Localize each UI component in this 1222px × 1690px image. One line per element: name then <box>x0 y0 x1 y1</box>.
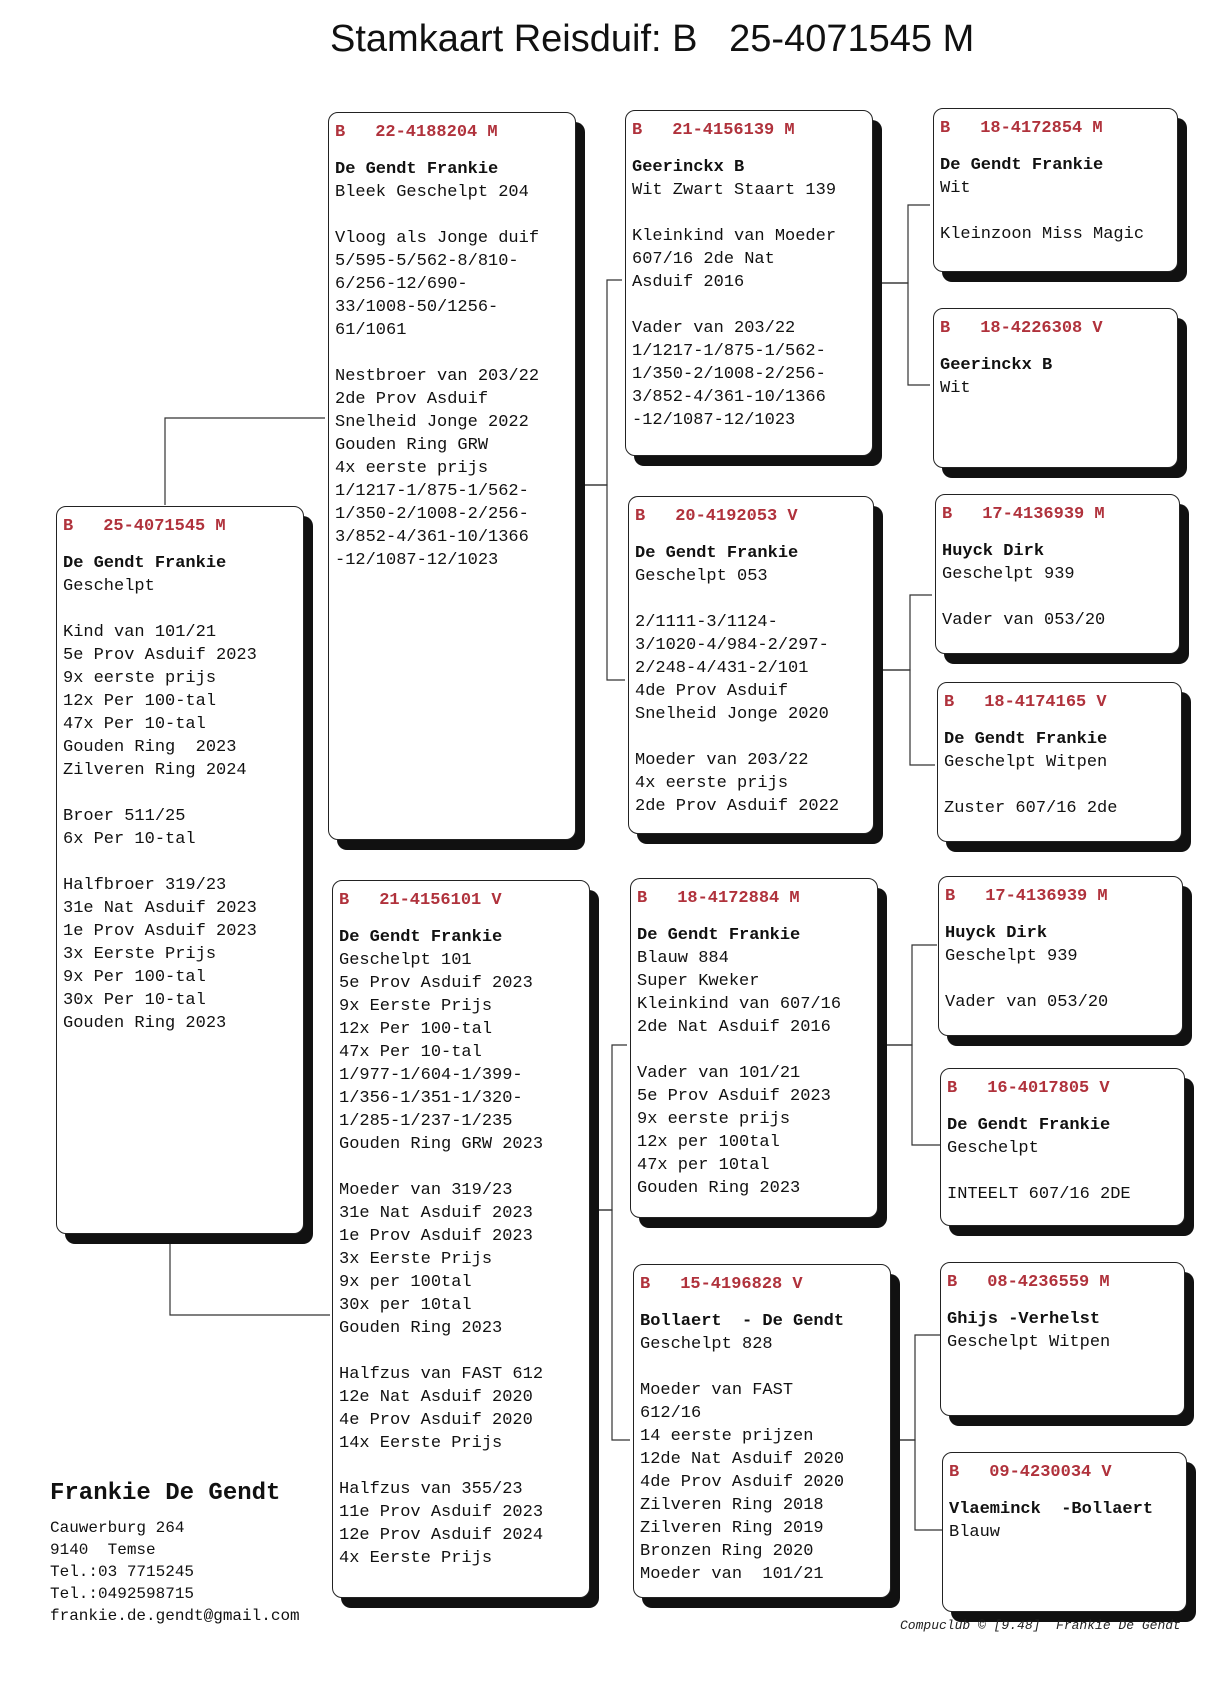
card-line: 14x Eerste Prijs <box>339 1434 503 1453</box>
card-line: 6/256-12/690- <box>335 275 468 294</box>
address-city: 9140 Temse <box>50 1541 156 1559</box>
pedigree-card-ancestor-2 <box>933 308 1178 468</box>
card-details <box>940 177 1177 246</box>
card-line <box>632 294 872 317</box>
card-ring: B 20-4192053 V <box>635 507 798 526</box>
card-details <box>637 947 877 1200</box>
card-line: 4e Prov Asduif 2020 <box>339 1411 533 1430</box>
pedigree-card-ancestor-8 <box>942 1452 1187 1612</box>
card-ring: B 08-4236559 M <box>947 1273 1110 1292</box>
card-line <box>632 202 872 225</box>
card-line: 31e Nat Asduif 2023 <box>339 1204 533 1223</box>
phone-mobile: Tel.:0492598715 <box>50 1585 195 1603</box>
card-line: Geschelpt Witpen <box>944 753 1108 772</box>
card-details <box>635 565 873 818</box>
card-line: Geschelpt <box>63 577 155 596</box>
card-details <box>632 179 872 432</box>
card-line: Gouden Ring 2023 <box>63 738 237 757</box>
card-line <box>640 1356 890 1379</box>
card-line: 9x per 100tal <box>339 1273 472 1292</box>
card-line: Kleinkind van 607/16 <box>637 995 842 1014</box>
card-owner: Bollaert - De Gendt <box>640 1312 845 1331</box>
card-details <box>335 181 575 572</box>
card-line: 12e Nat Asduif 2020 <box>339 1388 533 1407</box>
card-ring: B 18-4226308 V <box>940 319 1103 338</box>
card-line <box>635 588 873 611</box>
card-line: 4x Eerste Prijs <box>339 1549 493 1568</box>
card-line: Vader van 101/21 <box>637 1064 801 1083</box>
card-line: 2/1111-3/1124- <box>635 613 778 632</box>
pedigree-card-mother <box>332 880 590 1598</box>
card-line: Gouden Ring GRW 2023 <box>339 1135 544 1154</box>
card-details <box>940 377 1177 400</box>
card-line <box>63 782 303 805</box>
card-owner: Ghijs -Verhelst <box>947 1310 1101 1329</box>
pedigree-card-ancestor-3 <box>935 494 1180 654</box>
card-line: 4x eerste prijs <box>335 459 489 478</box>
card-ring: B 17-4136939 M <box>942 505 1105 524</box>
phone-landline: Tel.:03 7715245 <box>50 1563 195 1581</box>
card-line: Kind van 101/21 <box>63 623 217 642</box>
card-line: 1e Prov Asduif 2023 <box>339 1227 533 1246</box>
card-line: Wit Zwart Staart 139 <box>632 181 837 200</box>
card-line: 3/1020-4/984-2/297- <box>635 636 829 655</box>
card-line: 9x eerste prijs <box>637 1110 791 1129</box>
card-line: 1e Prov Asduif 2023 <box>63 922 257 941</box>
card-details <box>947 1137 1184 1206</box>
card-line: 5e Prov Asduif 2023 <box>63 646 257 665</box>
card-ring: B 25-4071545 M <box>63 517 226 536</box>
card-line: Geschelpt 053 <box>635 567 768 586</box>
card-owner: De Gendt Frankie <box>944 730 1108 749</box>
card-line: 30x per 10tal <box>339 1296 472 1315</box>
card-owner: De Gendt Frankie <box>335 160 499 179</box>
card-line: 47x Per 10-tal <box>339 1043 482 1062</box>
card-ring: B 09-4230034 V <box>949 1463 1112 1482</box>
card-line: 2/248-4/431-2/101 <box>635 659 809 678</box>
card-line: Nestbroer van 203/22 <box>335 367 540 386</box>
card-line: 9x Eerste Prijs <box>339 997 493 1016</box>
card-line: 2de Prov Asduif <box>335 390 489 409</box>
card-line <box>942 586 1179 609</box>
breeder-name: Frankie De Gendt <box>50 1480 281 1507</box>
card-details <box>947 1331 1184 1354</box>
pedigree-card-ancestor-6 <box>940 1068 1185 1226</box>
card-line: Vloog als Jonge duif <box>335 229 540 248</box>
card-line: Moeder van 101/21 <box>640 1565 824 1584</box>
card-line <box>63 598 303 621</box>
card-line: 1/350-2/1008-2/256- <box>632 365 826 384</box>
card-line: Moeder van FAST <box>640 1381 794 1400</box>
card-line: 9x Per 100-tal <box>63 968 206 987</box>
card-line: Gouden Ring 2023 <box>637 1179 801 1198</box>
card-line: -12/1087-12/1023 <box>335 551 499 570</box>
card-line: 9x eerste prijs <box>63 669 217 688</box>
card-line: 47x Per 10-tal <box>63 715 206 734</box>
card-line: Zilveren Ring 2018 <box>640 1496 824 1515</box>
card-line: Snelheid Jonge 2022 <box>335 413 529 432</box>
pedigree-card-ancestor-7 <box>940 1262 1185 1416</box>
card-line: Gouden Ring 2023 <box>63 1014 227 1033</box>
card-line: 12de Nat Asduif 2020 <box>640 1450 845 1469</box>
card-line <box>339 1340 589 1363</box>
card-ring: B 15-4196828 V <box>640 1275 803 1294</box>
card-line: 2de Nat Asduif 2016 <box>637 1018 831 1037</box>
card-ring: B 18-4172854 M <box>940 119 1103 138</box>
card-line: 4de Prov Asduif <box>635 682 789 701</box>
card-ring: B 22-4188204 M <box>335 123 498 142</box>
card-details <box>640 1333 890 1586</box>
card-owner: Geerinckx B <box>632 158 745 177</box>
card-line: Kleinzoon Miss Magic <box>940 225 1145 244</box>
card-line: 61/1061 <box>335 321 407 340</box>
card-owner: De Gendt Frankie <box>637 926 801 945</box>
card-line <box>947 1160 1184 1183</box>
card-line: Vader van 053/20 <box>942 611 1106 630</box>
card-line <box>63 851 303 874</box>
card-ring: B 21-4156139 M <box>632 121 795 140</box>
pedigree-card-ancestor-5 <box>938 876 1183 1036</box>
card-line: Moeder van 203/22 <box>635 751 809 770</box>
pedigree-card-maternal-grandmother <box>633 1264 891 1598</box>
card-line: Broer 511/25 <box>63 807 186 826</box>
card-details <box>339 949 589 1570</box>
card-line <box>637 1039 877 1062</box>
card-ring: B 18-4174165 V <box>944 693 1107 712</box>
pedigree-card-ancestor-1 <box>933 108 1178 272</box>
card-line: Geschelpt 828 <box>640 1335 773 1354</box>
card-line: 1/977-1/604-1/399- <box>339 1066 523 1085</box>
card-line: 3x Eerste Prijs <box>63 945 217 964</box>
address-street: Cauwerburg 264 <box>50 1519 185 1537</box>
card-ring: B 21-4156101 V <box>339 891 502 910</box>
card-line: 1/285-1/237-1/235 <box>339 1112 513 1131</box>
card-owner: De Gendt Frankie <box>635 544 799 563</box>
card-line: 1/350-2/1008-2/256- <box>335 505 529 524</box>
pedigree-card-paternal-grandmother <box>628 496 874 834</box>
card-line: Geschelpt 101 <box>339 951 472 970</box>
card-owner: De Gendt Frankie <box>63 554 227 573</box>
card-line: Geschelpt 939 <box>942 565 1075 584</box>
card-owner: De Gendt Frankie <box>947 1116 1111 1135</box>
card-line: Blauw 884 <box>637 949 729 968</box>
card-line: Blauw <box>949 1523 1001 1542</box>
card-line: Bleek Geschelpt 204 <box>335 183 529 202</box>
card-line: Asduif 2016 <box>632 273 745 292</box>
card-line: -12/1087-12/1023 <box>632 411 796 430</box>
card-line: 12x per 100tal <box>637 1133 780 1152</box>
card-line: 3x Eerste Prijs <box>339 1250 493 1269</box>
card-line: Geschelpt Witpen <box>947 1333 1111 1352</box>
card-line: INTEELT 607/16 2DE <box>947 1185 1131 1204</box>
card-line <box>635 726 873 749</box>
card-ring: B 18-4172884 M <box>637 889 800 908</box>
card-line: Wit <box>940 179 971 198</box>
card-line: 4x eerste prijs <box>635 774 789 793</box>
pedigree-card-father <box>328 112 576 840</box>
card-line: 31e Nat Asduif 2023 <box>63 899 257 918</box>
email-address: frankie.de.gendt@gmail.com <box>50 1607 300 1625</box>
card-owner: Vlaeminck -Bollaert <box>949 1500 1154 1519</box>
card-line: 11e Prov Asduif 2023 <box>339 1503 544 1522</box>
card-line: Geschelpt 939 <box>945 947 1078 966</box>
card-owner: De Gendt Frankie <box>339 928 503 947</box>
card-line: 5e Prov Asduif 2023 <box>637 1087 831 1106</box>
card-line: Gouden Ring GRW <box>335 436 489 455</box>
card-line: 612/16 <box>640 1404 702 1423</box>
breeder-contact <box>50 1480 300 1627</box>
card-line: 4de Prov Asduif 2020 <box>640 1473 845 1492</box>
pedigree-card-maternal-grandfather <box>630 878 878 1218</box>
card-owner: Geerinckx B <box>940 356 1053 375</box>
card-line: 3/852-4/361-10/1366 <box>335 528 529 547</box>
card-line: 1/1217-1/875-1/562- <box>335 482 529 501</box>
card-line <box>945 968 1182 991</box>
card-owner: De Gendt Frankie <box>940 156 1104 175</box>
card-owner: Huyck Dirk <box>942 542 1045 561</box>
card-line: 12e Prov Asduif 2024 <box>339 1526 544 1545</box>
card-line: 3/852-4/361-10/1366 <box>632 388 826 407</box>
card-line: Halfzus van FAST 612 <box>339 1365 544 1384</box>
card-line: Moeder van 319/23 <box>339 1181 513 1200</box>
card-details <box>944 751 1181 820</box>
card-details <box>949 1521 1186 1544</box>
card-line: 12x Per 100-tal <box>63 692 217 711</box>
card-line: Zuster 607/16 2de <box>944 799 1118 818</box>
card-line: Bronzen Ring 2020 <box>640 1542 814 1561</box>
card-line: Wit <box>940 379 971 398</box>
card-line: 30x Per 10-tal <box>63 991 206 1010</box>
card-line: 5e Prov Asduif 2023 <box>339 974 533 993</box>
pedigree-card-ancestor-4 <box>937 682 1182 842</box>
card-line: 6x Per 10-tal <box>63 830 196 849</box>
card-details <box>942 563 1179 632</box>
page-title: Stamkaart Reisduif: B 25-4071545 M <box>330 18 975 60</box>
card-line <box>339 1455 589 1478</box>
card-line: Vader van 053/20 <box>945 993 1109 1012</box>
pedigree-card-subject <box>56 506 304 1234</box>
card-line <box>940 200 1177 223</box>
card-line: Halfzus van 355/23 <box>339 1480 523 1499</box>
pedigree-card-paternal-grandfather <box>625 110 873 456</box>
card-details <box>63 575 303 1035</box>
card-line <box>944 774 1181 797</box>
card-ring: B 16-4017805 V <box>947 1079 1110 1098</box>
card-line: Vader van 203/22 <box>632 319 796 338</box>
card-line: 47x per 10tal <box>637 1156 770 1175</box>
card-line: 5/595-5/562-8/810- <box>335 252 519 271</box>
card-owner: Huyck Dirk <box>945 924 1048 943</box>
card-line <box>335 204 575 227</box>
card-line: Geschelpt <box>947 1139 1039 1158</box>
card-line <box>339 1156 589 1179</box>
card-line: 33/1008-50/1256- <box>335 298 499 317</box>
card-line: 2de Prov Asduif 2022 <box>635 797 840 816</box>
card-line: Halfbroer 319/23 <box>63 876 227 895</box>
card-line: 607/16 2de Nat <box>632 250 775 269</box>
software-credit: Compuclub © [9.48] Frankie De Gendt <box>900 1618 1181 1633</box>
card-line: Super Kweker <box>637 972 760 991</box>
card-line: Gouden Ring 2023 <box>339 1319 503 1338</box>
card-line: Zilveren Ring 2019 <box>640 1519 824 1538</box>
card-line <box>335 342 575 365</box>
card-line: Zilveren Ring 2024 <box>63 761 247 780</box>
card-details <box>945 945 1182 1014</box>
card-line: Kleinkind van Moeder <box>632 227 837 246</box>
card-line: 1/356-1/351-1/320- <box>339 1089 523 1108</box>
card-line: 1/1217-1/875-1/562- <box>632 342 826 361</box>
card-ring: B 17-4136939 M <box>945 887 1108 906</box>
card-line: 14 eerste prijzen <box>640 1427 814 1446</box>
card-line: 12x Per 100-tal <box>339 1020 493 1039</box>
card-line: Snelheid Jonge 2020 <box>635 705 829 724</box>
